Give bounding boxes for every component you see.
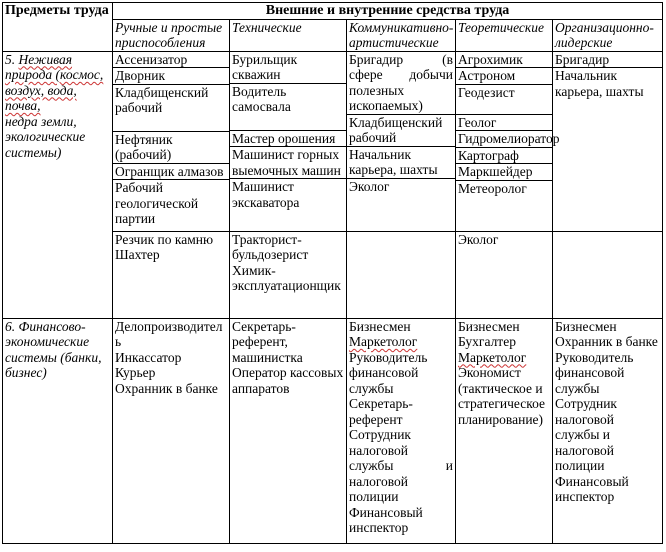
list-item: Начальник карьера, шахты <box>347 146 455 178</box>
list-item: Ассенизатор <box>115 51 188 67</box>
section-6-line3: системы (банки, <box>5 349 102 365</box>
list-item: Эколог <box>458 231 499 247</box>
section-6-line2: экономические <box>5 334 90 349</box>
section-5-manual <box>113 51 230 231</box>
section-6-number: 6. <box>5 318 16 334</box>
list-item: Курьер <box>115 365 156 380</box>
section-6-manual <box>113 318 230 543</box>
header-row <box>3 3 663 20</box>
section-5-number: 5. <box>5 51 16 67</box>
list-item: Машинист горных выемочных машин <box>230 146 346 178</box>
section-5-organizational <box>553 51 663 231</box>
list-item: Огранщик алмазов <box>113 163 229 180</box>
list-item: Кладбищенский рабочий <box>113 84 229 131</box>
section-5-line6: экологические <box>5 129 86 144</box>
list-item: Кладбищенский рабочий <box>347 114 455 146</box>
section-5-line3: воздух, вода, <box>5 82 77 98</box>
list-item: Нефтяник (рабочий) <box>113 131 229 163</box>
list-item: Инкассатор <box>115 349 182 365</box>
section-5-extra-technical <box>230 231 347 318</box>
column-header-organizational: Организационно-лидерские <box>553 19 663 51</box>
list-item: Бригадир <box>555 51 610 67</box>
list-item: Маркетолог <box>349 334 418 349</box>
list-item: Бизнесмен <box>349 318 411 334</box>
list-item: Шахтер <box>115 247 160 262</box>
section-6-line4: бизнес) <box>5 365 47 380</box>
section-6-communicative <box>347 318 456 543</box>
list-item: Бухгалтер <box>458 334 516 349</box>
list-item: Маркшейдер <box>456 163 552 180</box>
list-item: Начальник карьера, шахты <box>553 67 662 99</box>
section-6-line1: Финансово- <box>18 318 86 334</box>
list-item: Секретарь-референт <box>349 396 413 427</box>
list-item: Химик-эксплуатационщик <box>232 262 341 293</box>
list-item: Геодезист <box>456 84 552 114</box>
list-item: Оператор кассовых аппаратов <box>232 365 344 396</box>
list-item: Бизнесмен <box>555 318 617 334</box>
section-5-line2: природа (космос, <box>5 67 104 82</box>
section-5-extra-organizational <box>553 231 663 318</box>
section-5-theoretical <box>456 51 560 231</box>
list-item: Мастер орошения <box>230 130 346 147</box>
section-5-extra-communicative <box>347 231 456 318</box>
section-6-subject <box>3 318 113 543</box>
list-item: Делопроизводитель <box>115 318 223 349</box>
section-5-line1: Неживая <box>18 51 73 67</box>
list-item: Резчик по камню <box>115 231 214 247</box>
list-item: Дворник <box>113 67 229 84</box>
list-item: Руководитель финансовой службы <box>349 349 428 396</box>
list-item: Тракторист-бульдозерист <box>232 231 309 262</box>
section-5-row <box>3 51 663 231</box>
header-means: Внешние и внутренние средства труда <box>113 3 663 20</box>
section-6-technical <box>230 318 347 543</box>
section-6-theoretical <box>456 318 553 543</box>
list-item: Экономист (тактическое и стратегическое планирование) <box>458 365 545 427</box>
section-5-line4: почва, <box>5 98 41 113</box>
section-5-technical <box>230 51 347 231</box>
list-item: Финансовый инспектор <box>555 473 629 504</box>
list-item: Геолог <box>456 114 552 131</box>
column-header-technical: Технические <box>230 19 347 51</box>
list-item: Бурильщик скважин <box>232 51 298 82</box>
list-item: Охранник в банке <box>555 334 658 349</box>
list-item: Финансовый инспектор <box>349 504 423 535</box>
list-item: Водитель самосвала <box>230 83 346 130</box>
section-6-organizational <box>553 318 663 543</box>
list-item: Охранник в банке <box>115 380 218 396</box>
section-6-row <box>3 318 663 543</box>
list-item: Астроном <box>456 67 552 84</box>
list-item: Бизнесмен <box>458 318 520 334</box>
list-item: Эколог <box>347 178 455 195</box>
professions-table <box>2 2 663 544</box>
list-item: Руководитель финансовой службы <box>555 349 634 396</box>
section-5-subject <box>3 51 113 318</box>
list-item: Картограф <box>456 147 552 164</box>
list-item: Метеоролог <box>456 180 552 197</box>
list-item: Машинист экскаватора <box>230 178 346 210</box>
list-item: Сотрудник налоговой службы и налоговой полиции <box>555 396 617 473</box>
section-5-extra-manual <box>113 231 230 318</box>
list-item: Гидромелиоратор <box>458 131 560 146</box>
header-subjects: Предметы труда <box>3 3 113 52</box>
column-header-communicative: Коммуникативно-артистические <box>347 19 456 51</box>
section-5-communicative <box>347 51 456 231</box>
list-item: Бригадир (в сфере добычи полезных ископаемых) <box>349 51 453 113</box>
section-5-line7: системы) <box>5 144 62 160</box>
list-item: Агрохимик <box>458 51 523 67</box>
column-header-theoretical: Теоретические <box>456 19 553 51</box>
column-header-manual: Ручные и простые приспособления <box>113 19 230 51</box>
section-5-line5: недра земли, <box>5 113 77 129</box>
list-item: Сотрудник налоговой службы и налоговой полиции <box>349 427 453 504</box>
section-5-extra-theoretical <box>456 231 553 318</box>
list-item: Секретарь-референт, машинистка <box>232 318 303 365</box>
list-item: Маркетолог <box>458 349 527 365</box>
list-item: Рабочий геологической партии <box>113 179 229 227</box>
